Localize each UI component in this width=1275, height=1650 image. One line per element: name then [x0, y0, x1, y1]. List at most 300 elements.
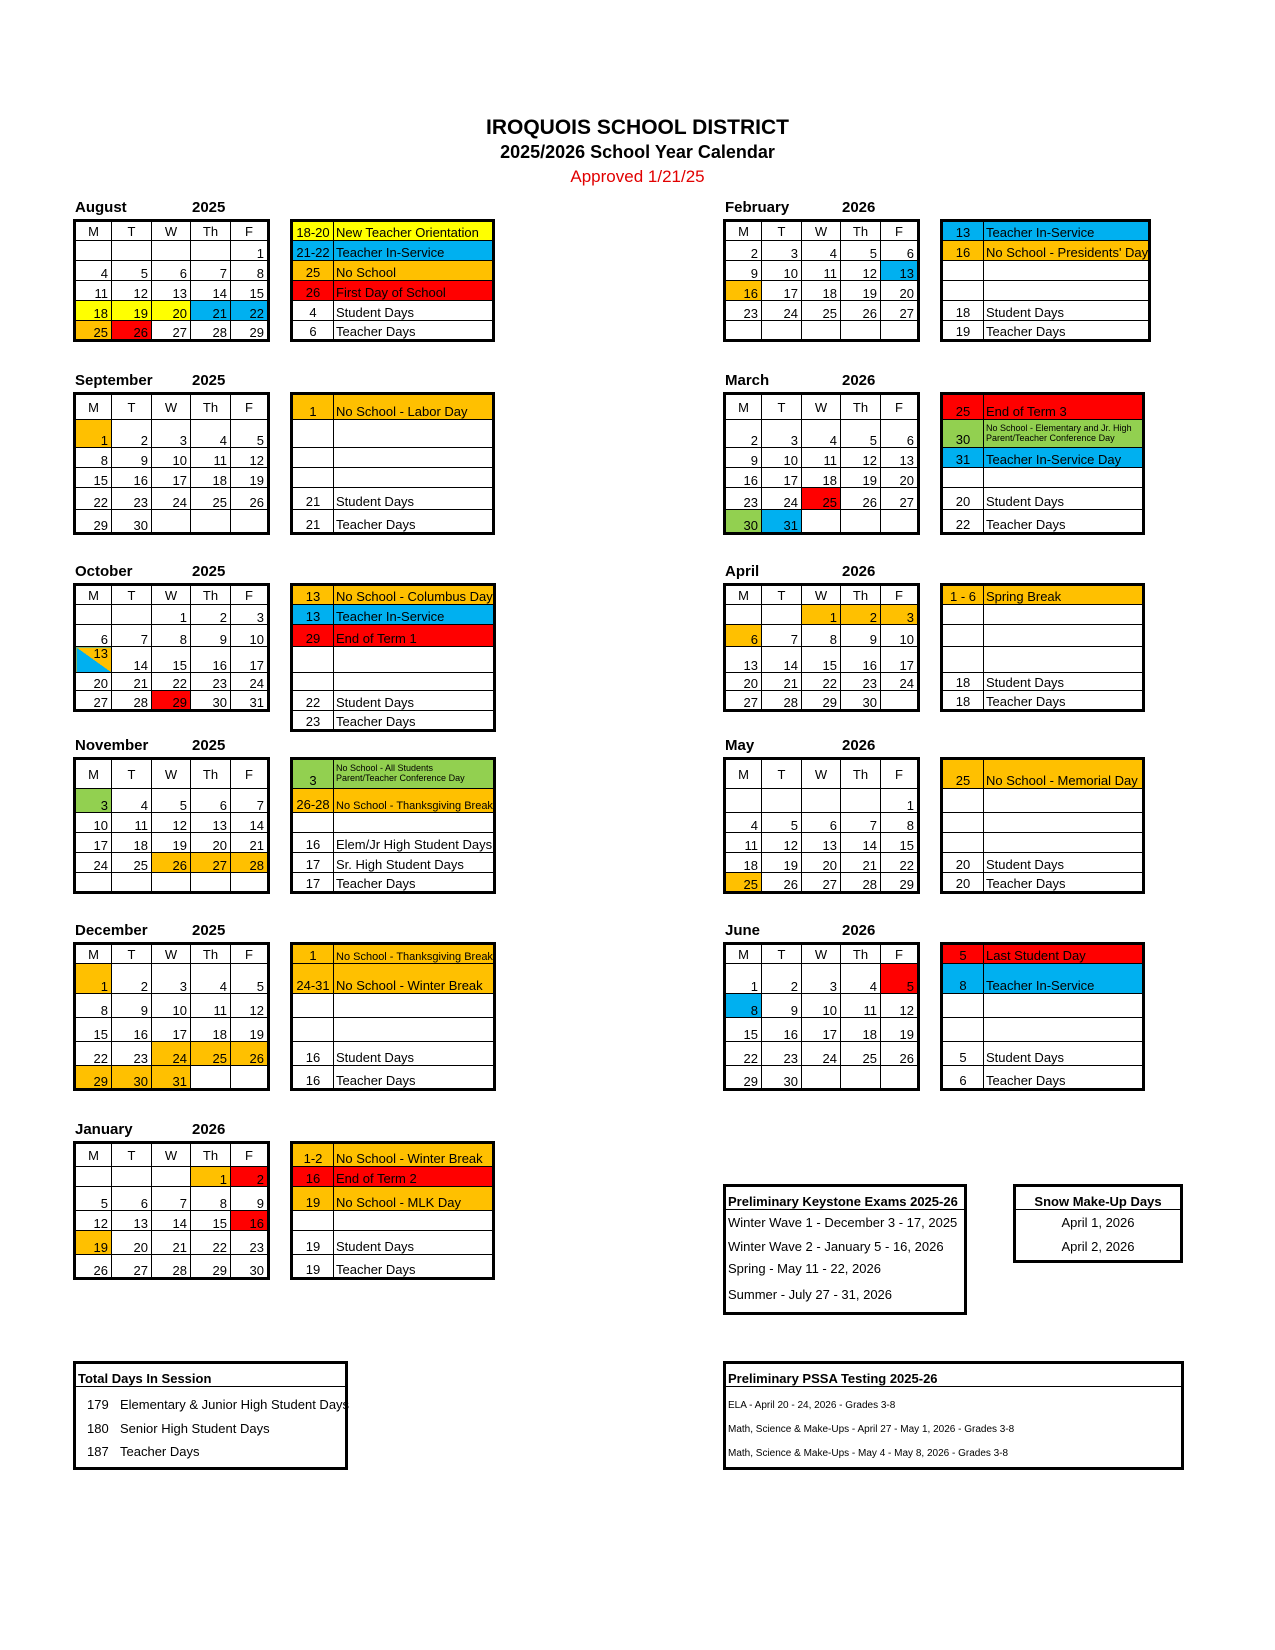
legend-code [942, 647, 984, 673]
day-cell: 17 [152, 1018, 191, 1042]
legend-label: Teacher Days [984, 510, 1144, 534]
legend-label: No School - Presidents' Day [984, 241, 1150, 261]
weekday-header: W [802, 221, 841, 241]
day-cell: 9 [725, 448, 762, 468]
weekday-header: F [231, 394, 269, 420]
legend-label: Teacher In-Service [334, 605, 495, 625]
legend-label [334, 420, 494, 448]
day-cell: 25 [802, 301, 841, 321]
day-cell: 9 [841, 625, 881, 647]
weekday-header: F [881, 585, 919, 605]
day-cell [112, 1167, 152, 1187]
weekday-header: M [75, 759, 112, 789]
legend-code: 1-2 [292, 1143, 334, 1167]
legend-code: 1 [292, 944, 334, 964]
day-cell [881, 1066, 919, 1090]
day-cell: 13 [112, 1211, 152, 1231]
day-cell: 10 [75, 813, 112, 833]
legend-label: First Day of School [334, 281, 494, 301]
legend-code [942, 833, 984, 853]
day-cell: 25 [841, 1042, 881, 1066]
legend-code: 19 [942, 321, 984, 341]
snow-date: April 1, 2026 [1061, 1215, 1135, 1230]
weekday-header: T [762, 585, 802, 605]
day-cell: 19 [231, 1018, 269, 1042]
calendar-grid-august [73, 219, 270, 342]
day-cell: 14 [152, 1211, 191, 1231]
legend-label: Student Days [334, 1231, 494, 1255]
day-cell: 10 [762, 261, 802, 281]
legend-code: 23 [292, 711, 334, 731]
day-cell: 25 [191, 488, 231, 510]
day-cell: 24 [231, 673, 269, 691]
legend-row [292, 221, 494, 241]
snow-date: April 2, 2026 [1061, 1239, 1135, 1254]
snow-title: Snow Make-Up Days [1016, 1187, 1180, 1210]
legend-label: No School - Columbus Day [334, 585, 495, 605]
legend-code: 18-20 [292, 221, 334, 241]
day-cell: 23 [725, 301, 762, 321]
weekday-header: M [75, 585, 112, 605]
month-year: 2025 [192, 737, 226, 754]
day-cell: 26 [231, 1042, 269, 1066]
day-cell: 24 [802, 1042, 841, 1066]
day-cell: 18 [112, 833, 152, 853]
legend-code: 1 [292, 394, 334, 420]
day-cell: 15 [725, 1018, 762, 1042]
total-label: Elementary & Junior High Student Days [120, 1397, 350, 1412]
week-row [75, 813, 269, 833]
day-cell: 12 [841, 448, 881, 468]
calendar-grid-october [73, 583, 270, 712]
weekday-header: T [112, 394, 152, 420]
week-row [725, 448, 919, 468]
day-cell: 9 [191, 625, 231, 647]
legend-label: Student Days [984, 301, 1150, 321]
legend-code: 30 [942, 420, 984, 448]
day-cell: 3 [75, 789, 112, 813]
day-cell: 16 [725, 281, 762, 301]
day-cell: 14 [191, 281, 231, 301]
day-cell: 16 [725, 468, 762, 488]
weekday-header: T [112, 759, 152, 789]
day-cell: 4 [802, 241, 841, 261]
day-cell: 18 [191, 1018, 231, 1042]
legend-code [942, 605, 984, 625]
legend-code [292, 994, 334, 1018]
day-cell: 28 [152, 1255, 191, 1279]
week-row [75, 1255, 269, 1279]
keystone-line: Winter Wave 2 - January 5 - 16, 2026 [728, 1239, 944, 1254]
day-cell: 4 [841, 964, 881, 994]
weekday-header: M [725, 394, 762, 420]
week-row [75, 833, 269, 853]
day-cell: 13 [802, 833, 841, 853]
day-cell: 3 [152, 420, 191, 448]
legend-label: Spring Break [984, 585, 1144, 605]
day-cell [152, 241, 191, 261]
week-row [725, 420, 919, 448]
legend-row [292, 448, 494, 468]
day-cell: 15 [75, 468, 112, 488]
month-year: 2025 [192, 563, 226, 580]
day-cell: 16 [762, 1018, 802, 1042]
legend-row [942, 321, 1150, 341]
weekday-header: F [231, 221, 269, 241]
weekday-header: Th [841, 585, 881, 605]
legend-label: Teacher Days [334, 510, 494, 534]
week-row [75, 605, 269, 625]
day-cell: 21 [762, 673, 802, 691]
day-cell [231, 1066, 269, 1090]
day-cell: 22 [881, 853, 919, 873]
calendar-grid-february [723, 219, 920, 342]
day-cell: 15 [152, 647, 191, 673]
week-row [725, 833, 919, 853]
week-row [75, 1066, 269, 1090]
legend-row [292, 261, 494, 281]
day-cell: 26 [75, 1255, 112, 1279]
day-cell: 16 [191, 647, 231, 673]
day-cell: 16 [112, 468, 152, 488]
legend-row [942, 944, 1144, 964]
legend-code: 17 [292, 873, 334, 893]
week-row [75, 321, 269, 341]
day-cell: 12 [112, 281, 152, 301]
day-cell: 29 [231, 321, 269, 341]
day-cell: 5 [75, 1187, 112, 1211]
legend-code: 19 [292, 1231, 334, 1255]
day-cell: 22 [75, 1042, 112, 1066]
legend-code: 25 [292, 261, 334, 281]
legend-row [292, 853, 495, 873]
day-cell: 15 [881, 833, 919, 853]
day-cell: 2 [112, 964, 152, 994]
day-cell [881, 691, 919, 711]
total-num: 187 [87, 1444, 109, 1459]
legend-code: 25 [942, 759, 984, 789]
legend-row [942, 488, 1144, 510]
day-cell [152, 873, 191, 893]
legend-code [292, 647, 334, 673]
total-num: 179 [87, 1397, 109, 1412]
day-cell: 27 [191, 853, 231, 873]
day-cell: 30 [191, 691, 231, 711]
day-cell: 17 [75, 833, 112, 853]
day-cell: 24 [152, 488, 191, 510]
day-cell: 22 [75, 488, 112, 510]
weekday-header: M [725, 944, 762, 964]
day-cell: 20 [112, 1231, 152, 1255]
month-year: 2026 [842, 737, 876, 754]
day-cell: 7 [191, 261, 231, 281]
legend-code [292, 468, 334, 488]
legend-label: Teacher Days [334, 321, 494, 341]
day-cell: 9 [231, 1187, 269, 1211]
legend-march [940, 392, 1145, 535]
day-cell [802, 321, 841, 341]
day-cell: 27 [881, 488, 919, 510]
legend-label: Sr. High Student Days [334, 853, 495, 873]
legend-row [942, 605, 1144, 625]
day-cell: 6 [191, 789, 231, 813]
weekday-header: M [75, 394, 112, 420]
day-cell: 4 [191, 420, 231, 448]
day-cell: 25 [75, 321, 112, 341]
day-cell: 12 [881, 994, 919, 1018]
day-cell: 11 [802, 448, 841, 468]
legend-label: Student Days [984, 1042, 1144, 1066]
legend-label: Student Days [984, 853, 1144, 873]
legend-label: Teacher Days [334, 1066, 495, 1090]
day-cell: 12 [231, 448, 269, 468]
pssa-line: Math, Science & Make-Ups - May 4 - May 8, 2026 - Grades 3-8 [728, 1448, 1009, 1459]
day-cell: 3 [762, 241, 802, 261]
legend-label [984, 468, 1144, 488]
legend-label: Teacher Days [334, 711, 495, 731]
day-cell: 25 [112, 853, 152, 873]
weekday-header: M [725, 221, 762, 241]
day-cell [841, 321, 881, 341]
legend-row [942, 813, 1144, 833]
week-row [75, 853, 269, 873]
legend-row [942, 833, 1144, 853]
legend-row [942, 873, 1144, 893]
day-cell: 2 [231, 1167, 269, 1187]
legend-row [942, 759, 1144, 789]
day-cell: 26 [152, 853, 191, 873]
legend-may [940, 757, 1145, 894]
legend-row [942, 964, 1144, 994]
day-cell: 20 [881, 281, 919, 301]
legend-code: 16 [292, 1167, 334, 1187]
day-cell: 15 [802, 647, 841, 673]
legend-code: 19 [292, 1187, 334, 1211]
week-row [725, 853, 919, 873]
weekday-header: W [152, 944, 191, 964]
day-cell: 22 [231, 301, 269, 321]
week-row [725, 605, 919, 625]
day-cell: 27 [881, 301, 919, 321]
legend-row [292, 759, 495, 789]
legend-label [984, 1018, 1144, 1042]
calendar-grid-january [73, 1141, 270, 1280]
day-cell [802, 789, 841, 813]
calendar-grid-june [723, 942, 920, 1091]
week-row [75, 1187, 269, 1211]
keystone-line: Winter Wave 1 - December 3 - 17, 2025 [728, 1215, 958, 1230]
legend-row [292, 1231, 494, 1255]
weekday-header: F [231, 585, 269, 605]
day-cell: 14 [762, 647, 802, 673]
day-cell: 7 [112, 625, 152, 647]
weekday-header: F [881, 221, 919, 241]
day-cell: 23 [762, 1042, 802, 1066]
legend-code: 20 [942, 873, 984, 893]
legend-row [292, 873, 495, 893]
day-cell: 27 [802, 873, 841, 893]
week-row [725, 241, 919, 261]
legend-code: 5 [942, 1042, 984, 1066]
month-name: March [725, 372, 770, 389]
legend-row [292, 1187, 494, 1211]
day-cell: 8 [75, 448, 112, 468]
legend-row [942, 420, 1144, 448]
week-row [75, 964, 269, 994]
day-cell: 19 [762, 853, 802, 873]
day-cell [762, 605, 802, 625]
month-name: December [75, 922, 148, 939]
weekday-header: F [231, 759, 269, 789]
legend-november [290, 757, 496, 894]
weekday-header: Th [841, 759, 881, 789]
week-row [75, 241, 269, 261]
legend-code: 18 [942, 673, 984, 691]
legend-row [292, 488, 494, 510]
legend-label: No School - Winter Break [334, 1143, 494, 1167]
day-cell: 18 [841, 1018, 881, 1042]
weekday-header: W [152, 759, 191, 789]
day-cell [75, 605, 112, 625]
legend-row [292, 585, 495, 605]
day-cell: 6 [75, 625, 112, 647]
day-cell: 17 [881, 647, 919, 673]
legend-code [942, 281, 984, 301]
day-cell: 23 [841, 673, 881, 691]
day-cell: 11 [75, 281, 112, 301]
weekday-header: W [152, 221, 191, 241]
district-title: IROQUOIS SCHOOL DISTRICT [486, 116, 789, 139]
legend-label: Teacher Days [334, 1255, 494, 1279]
day-cell: 1 [75, 964, 112, 994]
pssa-line: Math, Science & Make-Ups - April 27 - May 1, 2026 - Grades 3-8 [728, 1424, 1015, 1435]
legend-code: 25 [942, 394, 984, 420]
week-row [725, 625, 919, 647]
legend-label: No School - Thanksgiving Break [334, 789, 495, 813]
week-row [725, 691, 919, 711]
day-cell: 20 [75, 673, 112, 691]
day-cell: 8 [152, 625, 191, 647]
day-cell: 30 [112, 510, 152, 534]
legend-row [292, 321, 494, 341]
day-cell [191, 873, 231, 893]
calendar-grid-march [723, 392, 920, 535]
legend-code: 5 [942, 944, 984, 964]
legend-label: No School - MLK Day [334, 1187, 494, 1211]
legend-code [942, 625, 984, 647]
legend-code [292, 1018, 334, 1042]
legend-label [984, 625, 1144, 647]
weekday-header: Th [841, 394, 881, 420]
legend-label: Student Days [334, 301, 494, 321]
legend-row [942, 1066, 1144, 1090]
day-cell: 22 [152, 673, 191, 691]
day-cell: 20 [152, 301, 191, 321]
week-row [725, 1018, 919, 1042]
day-cell [112, 873, 152, 893]
day-cell: 1 [152, 605, 191, 625]
legend-september [290, 392, 495, 535]
week-row [725, 647, 919, 673]
legend-label: End of Term 2 [334, 1167, 494, 1187]
day-cell: 28 [191, 321, 231, 341]
legend-row [942, 241, 1150, 261]
day-cell: 23 [231, 1231, 269, 1255]
day-cell: 16 [112, 1018, 152, 1042]
calendar-grid-december [73, 942, 270, 1091]
day-cell: 30 [762, 1066, 802, 1090]
legend-row [292, 673, 495, 691]
legend-label: Teacher Days [984, 873, 1144, 893]
day-cell: 4 [112, 789, 152, 813]
weekday-header: F [231, 944, 269, 964]
legend-row [292, 625, 495, 647]
week-row [725, 673, 919, 691]
day-cell: 2 [112, 420, 152, 448]
legend-label: Student Days [984, 488, 1144, 510]
legend-april [940, 583, 1145, 712]
weekday-header: T [762, 759, 802, 789]
week-row [75, 510, 269, 534]
day-cell: 6 [152, 261, 191, 281]
weekday-header: F [881, 944, 919, 964]
legend-row [292, 1167, 494, 1187]
legend-code [292, 448, 334, 468]
day-cell: 20 [191, 833, 231, 853]
legend-row [292, 301, 494, 321]
day-cell: 30 [231, 1255, 269, 1279]
weekday-header: M [725, 585, 762, 605]
day-cell: 17 [802, 1018, 841, 1042]
legend-row [292, 711, 495, 731]
day-cell: 25 [802, 488, 841, 510]
week-row [75, 261, 269, 281]
day-cell: 6 [725, 625, 762, 647]
legend-row [292, 789, 495, 813]
day-cell [802, 1066, 841, 1090]
legend-row [292, 510, 494, 534]
legend-label [984, 813, 1144, 833]
legend-row [292, 394, 494, 420]
week-row [75, 625, 269, 647]
day-cell: 25 [725, 873, 762, 893]
legend-row [942, 261, 1150, 281]
legend-code: 24-31 [292, 964, 334, 994]
legend-code: 18 [942, 691, 984, 711]
weekday-header: T [762, 944, 802, 964]
day-cell: 26 [231, 488, 269, 510]
day-cell: 21 [231, 833, 269, 853]
week-row [75, 301, 269, 321]
day-cell: 3 [881, 605, 919, 625]
legend-label [334, 468, 494, 488]
weekday-header: Th [191, 585, 231, 605]
day-cell: 16 [231, 1211, 269, 1231]
day-cell: 22 [725, 1042, 762, 1066]
day-cell: 13 [152, 281, 191, 301]
week-row [725, 488, 919, 510]
legend-label [984, 789, 1144, 813]
weekday-header: Th [191, 1143, 231, 1167]
legend-code [292, 1211, 334, 1231]
day-cell: 5 [231, 420, 269, 448]
pssa-line: ELA - April 20 - 24, 2026 - Grades 3-8 [728, 1400, 896, 1411]
legend-row [292, 647, 495, 673]
month-name: February [725, 199, 790, 216]
month-name: April [725, 563, 760, 580]
legend-row [942, 691, 1144, 711]
day-cell: 10 [762, 448, 802, 468]
